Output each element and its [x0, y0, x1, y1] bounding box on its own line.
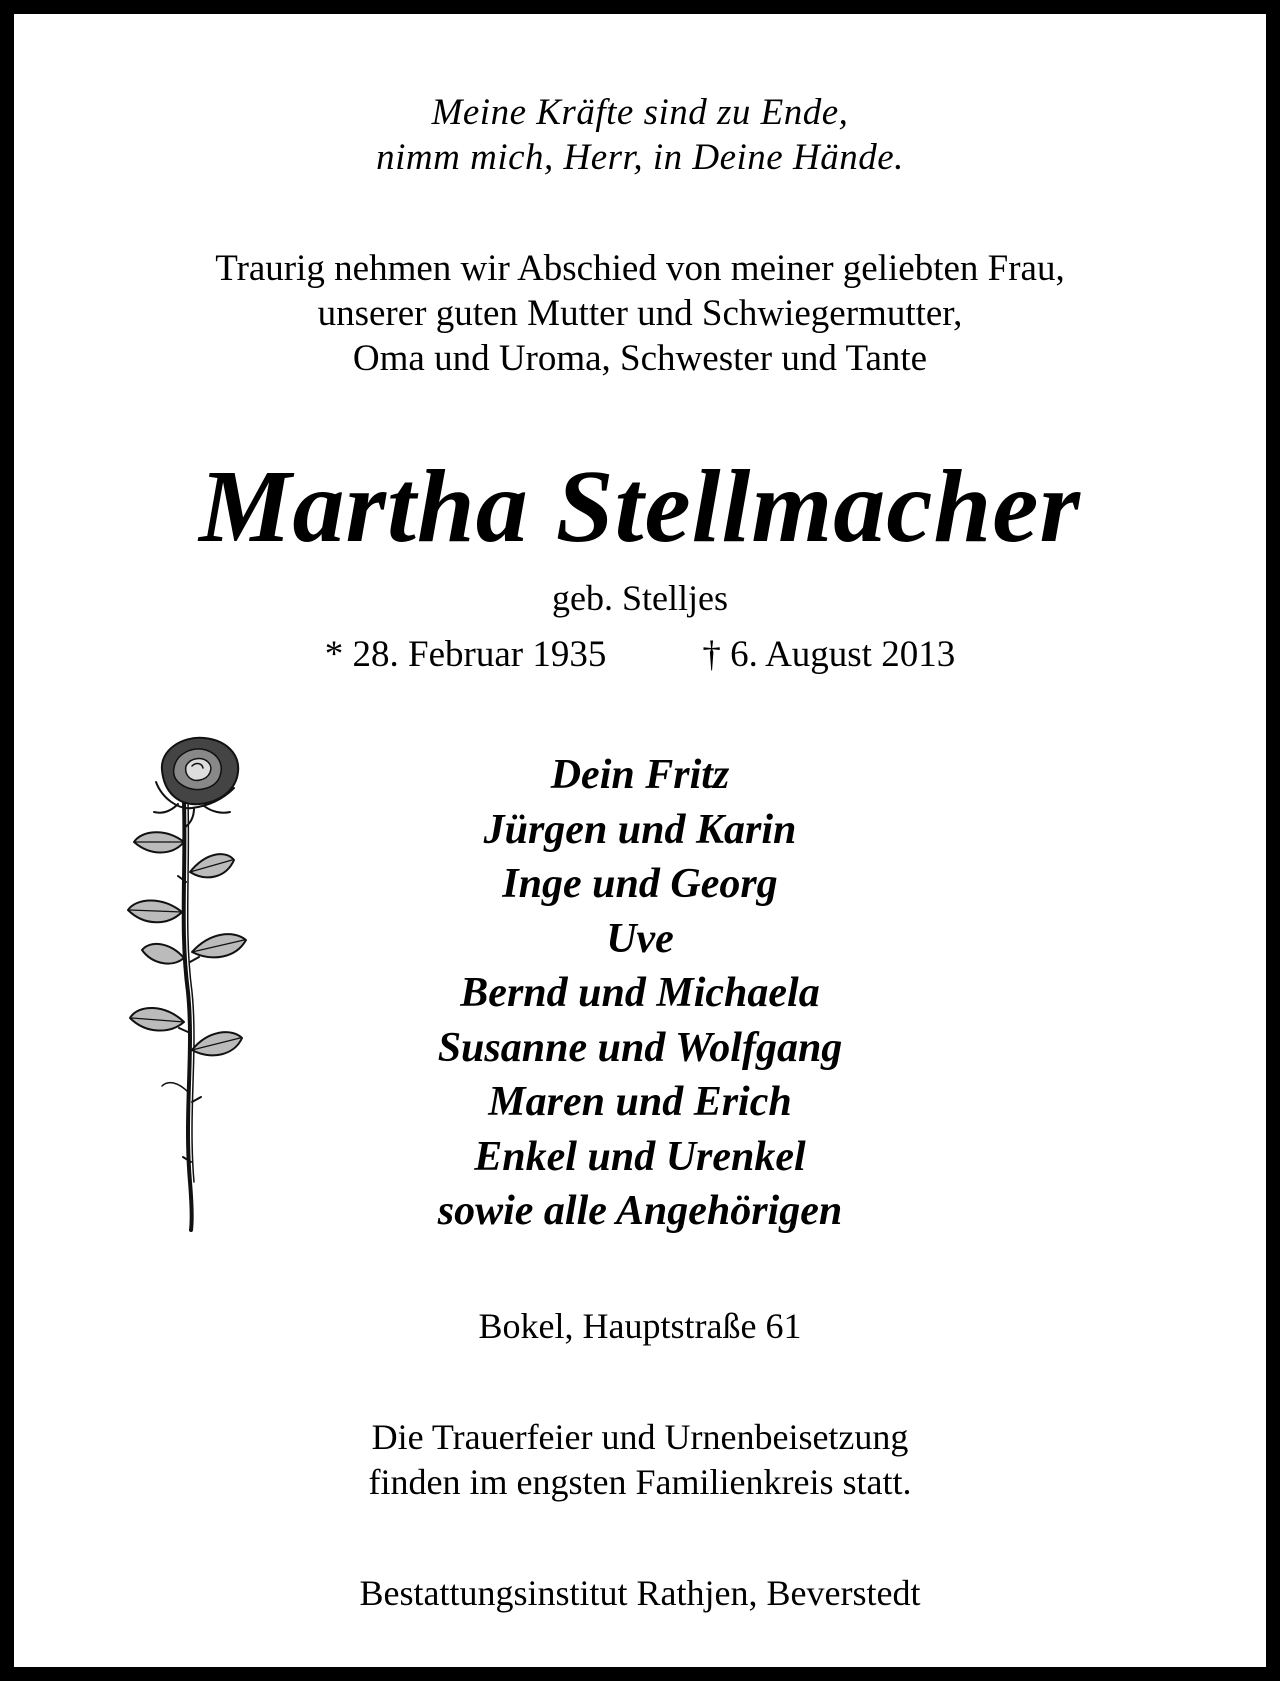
service-line-2: finden im engsten Familienkreis statt. — [368, 1462, 912, 1502]
intro-line-2: unserer guten Mutter und Schwiegermutter, — [317, 293, 963, 334]
family-member: Dein Fritz — [550, 752, 730, 798]
family-member: Bernd und Michaela — [460, 970, 820, 1016]
family-member: Enkel und Urenkel — [474, 1133, 806, 1180]
family-member: Jürgen und Karin — [483, 806, 797, 853]
life-dates — [14, 633, 1266, 677]
family-member: Maren und Erich — [488, 1079, 792, 1125]
family-member: Uve — [606, 915, 674, 962]
birth-date: * 28. Februar 1935 — [324, 634, 607, 675]
obituary-notice — [14, 14, 1266, 1667]
maiden-name: geb. Stelljes — [552, 578, 728, 618]
verse — [14, 90, 1266, 180]
intro-line-3: Oma und Uroma, Schwester und Tante — [352, 338, 928, 379]
service-notice — [14, 1415, 1266, 1505]
family-member: Susanne und Wolfgang — [437, 1024, 843, 1071]
deceased-name: Martha Stellmacher — [199, 449, 1081, 564]
intro-line-1: Traurig nehmen wir Abschied von meiner geliebten Frau, — [215, 248, 1065, 289]
family-member: sowie alle Angehörigen — [437, 1188, 843, 1234]
family-list — [14, 748, 1266, 1239]
address: Bokel, Hauptstraße 61 — [478, 1306, 802, 1346]
service-line-1: Die Trauerfeier und Urnenbeisetzung — [371, 1417, 909, 1457]
verse-line-1: Meine Kräfte sind zu Ende, — [431, 92, 849, 133]
family-member: Inge und Georg — [502, 861, 778, 907]
death-date: † 6. August 2013 — [702, 634, 956, 675]
farewell-intro — [14, 246, 1266, 381]
verse-line-2: nimm mich, Herr, in Deine Hände. — [376, 137, 904, 178]
undertaker: Bestattungsinstitut Rathjen, Beverstedt — [359, 1573, 921, 1613]
